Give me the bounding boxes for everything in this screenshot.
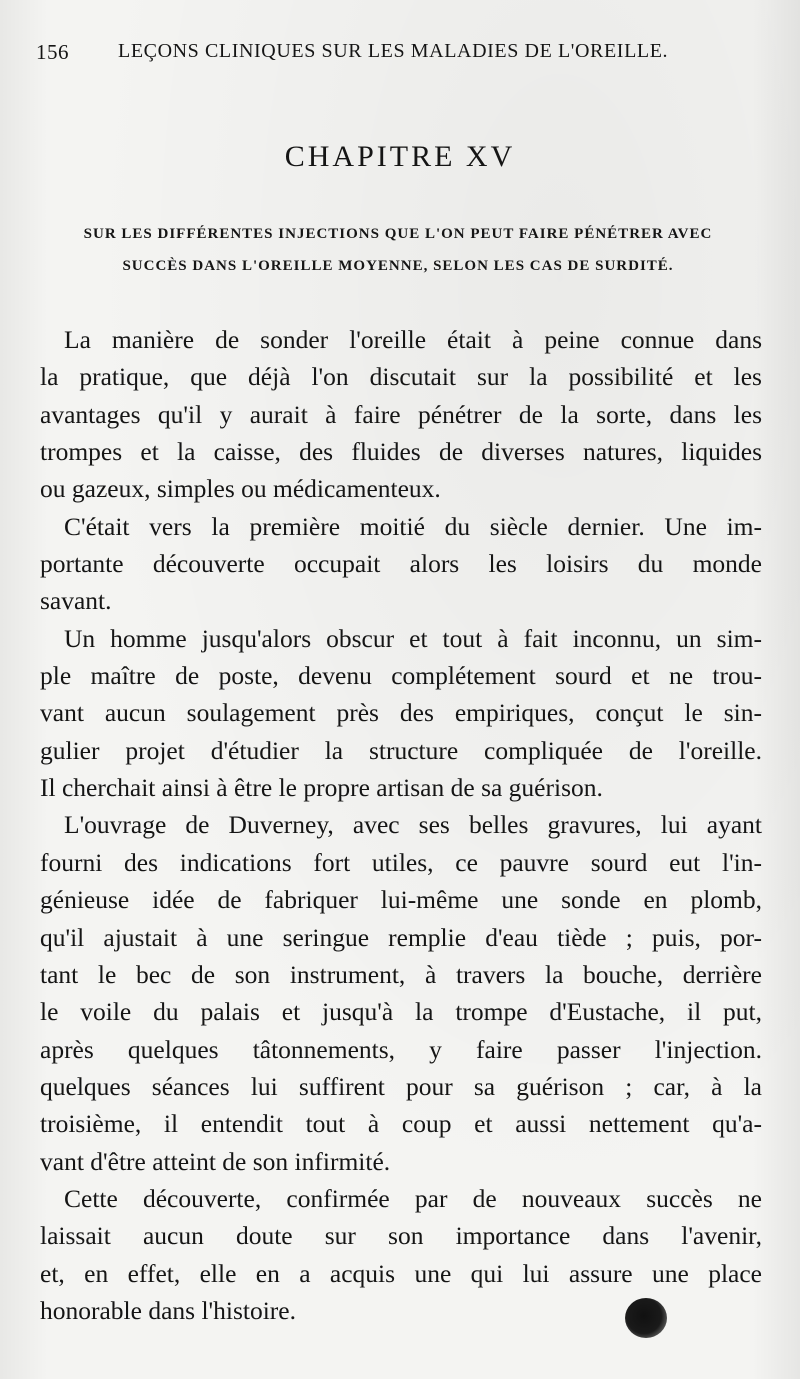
text-line: ple maître de poste, devenu complétement sourd et ne trou- [40, 661, 762, 691]
text-line: troisième, il entendit tout à coup et aussi nettement qu'a- [40, 1109, 762, 1139]
text-line: honorable dans l'histoire. [40, 1295, 296, 1325]
text-line: portante découverte occupait alors les loisirs du monde [40, 549, 762, 579]
text-line: Cette découverte, confirmée par de nouveaux succès ne [64, 1183, 762, 1213]
text-line: avantages qu'il y aurait à faire pénétrer de la sorte, dans les [40, 399, 762, 429]
text-line: vant aucun soulagement près des empiriques, conçut le sin- [40, 698, 762, 728]
text-line: après quelques tâtonnements, y faire passer l'injection. [40, 1034, 762, 1064]
chapter-title: CHAPITRE XV [284, 140, 516, 173]
text-line: et, en effet, elle en a acquis une qui lui assure une place [40, 1258, 762, 1288]
text-line: tant le bec de son instrument, à travers la bouche, derrière [40, 959, 762, 989]
chapter-subtitle-line-2: SUCCÈS DANS L'OREILLE MOYENNE, SELON LES CAS DE SURDITÉ. [122, 258, 674, 274]
running-head [36, 40, 756, 70]
text-line: Il cherchait ainsi à être le propre artisan de sa guérison. [40, 773, 603, 803]
text-line: vant d'être atteint de son infirmité. [40, 1146, 391, 1176]
ink-blot [625, 1298, 667, 1338]
text-line: fourni des indications fort utiles, ce pauvre sourd eut l'in- [40, 847, 762, 877]
text-line: savant. [40, 586, 112, 616]
text-line: le voile du palais et jusqu'à la trompe d'Eustache, il put, [40, 997, 762, 1027]
running-head-title: LEÇONS CLINIQUES SUR LES MALADIES DE L'OREILLE. [118, 40, 669, 62]
text-line: qu'il ajustait à une seringue remplie d'eau tiède ; puis, por- [40, 922, 762, 952]
text-line: gulier projet d'étudier la structure compliquée de l'oreille. [40, 735, 762, 765]
text-line: génieuse idée de fabriquer lui-même une sonde en plomb, [40, 885, 762, 915]
chapter-subtitle-line-1: SUR LES DIFFÉRENTES INJECTIONS QUE L'ON PEUT FAIRE PÉNÉTRER AVEC [83, 226, 713, 242]
text-line: ou gazeux, simples ou médicamenteux. [40, 474, 441, 504]
text-line: L'ouvrage de Duverney, avec ses belles gravures, lui ayant [64, 810, 762, 840]
text-line: quelques séances lui suffirent pour sa guérison ; car, à la [40, 1071, 762, 1101]
text-line: la pratique, que déjà l'on discutait sur la possibilité et les [40, 362, 762, 392]
text-line: Un homme jusqu'alors obscur et tout à fait inconnu, un sim- [64, 623, 762, 653]
text-line: La manière de sonder l'oreille était à peine connue dans [64, 325, 762, 354]
text-line: trompes et la caisse, des fluides de diverses natures, liquides [40, 437, 762, 467]
page-number: 156 [36, 40, 69, 64]
text-line: laissait aucun doute sur son importance dans l'avenir, [40, 1221, 762, 1251]
body-text [40, 321, 762, 1329]
text-line: C'était vers la première moitié du siècle dernier. Une im- [64, 511, 762, 541]
